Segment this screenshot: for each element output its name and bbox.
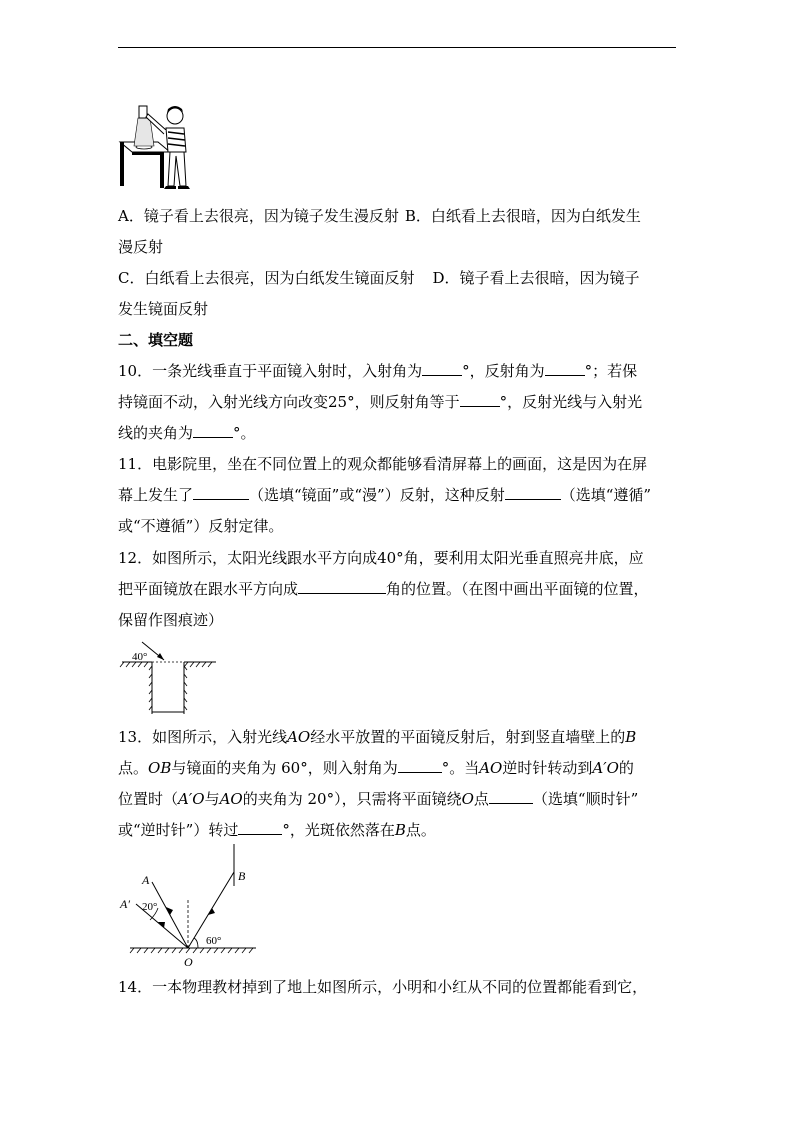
q11-text: 幕上发生了 <box>118 486 194 504</box>
q10-text: 线的夹角为 <box>118 424 194 442</box>
q13-text: AO <box>219 790 243 808</box>
q12-line-1: 12．如图所示，太阳光线跟水平方向成40°角，要利用太阳光垂直照亮井底，应 <box>118 549 644 567</box>
section-title-fill-in: 二、填空题 <box>118 331 194 349</box>
q11-text: （选填“镜面”或“漫”）反射，这种反射 <box>249 486 505 504</box>
q13-line-2 <box>118 758 678 778</box>
q10-text: °；若保 <box>584 362 638 380</box>
q9-option-d: D．镜子看上去很暗，因为镜子 <box>432 269 640 287</box>
q9-option-c: C．白纸看上去很亮，因为白纸发生镜面反射 <box>118 269 415 287</box>
q11-line-3: 或“不遵循”）反射定律。 <box>118 517 284 535</box>
label-angle-20: 20° <box>142 901 158 913</box>
q10-text: °，反射角为 <box>462 362 545 380</box>
answer-blank[interactable] <box>460 392 500 407</box>
q12-text: 把平面镜放在跟水平方向成 <box>118 580 299 598</box>
q12-text: 角的位置。（在图中画出平面镜的位置， <box>386 580 649 598</box>
answer-blank[interactable] <box>193 423 233 438</box>
flashlight-experiment-figure <box>118 100 196 192</box>
q13-text: 经水平放置的平面镜反射后，射到竖直墙壁上的 <box>310 728 626 746</box>
q9-line-3 <box>118 268 678 288</box>
answer-blank[interactable] <box>298 579 386 594</box>
q13-text: （选填“顺时针” <box>532 790 639 808</box>
q9-option-a: A．镜子看上去很亮，因为镜子发生漫反射 <box>118 207 399 225</box>
q13-text: O <box>461 790 474 808</box>
answer-blank[interactable] <box>193 485 249 500</box>
q14-line-1: 14．一本物理教材掉到了地上如图所示，小明和小红从不同的位置都能看到它， <box>118 978 648 996</box>
q13-text: 逆时针转动到 <box>502 759 593 777</box>
q13-text: B <box>394 821 406 839</box>
q10-text: °。 <box>233 424 256 442</box>
q13-line-3 <box>118 789 678 809</box>
q13-text: 位置时（ <box>118 790 179 808</box>
q13-text: AO <box>479 759 503 777</box>
q13-text: A′O <box>178 790 205 808</box>
q13-text: B <box>625 728 637 746</box>
label-angle-60: 60° <box>206 935 222 947</box>
label-b: B <box>238 869 246 883</box>
q13-text: 与镜面的夹角为 60°，则入射角为 <box>171 759 398 777</box>
q13-text: 与 <box>204 790 220 808</box>
answer-blank[interactable] <box>238 820 282 835</box>
q13-text: 点。 <box>405 821 436 839</box>
q13-text: 的 <box>618 759 634 777</box>
q9-option-b: B．白纸看上去很暗，因为白纸发生 <box>404 207 641 225</box>
q13-text: 的夹角为 20°），只需将平面镜绕 <box>242 790 462 808</box>
q13-text: 或“逆时针”）转过 <box>118 821 239 839</box>
q10-line-1 <box>118 361 678 381</box>
q10-text: 持镜面不动，入射光线方向改变25°，则反射角等于 <box>118 393 460 411</box>
q13-text: AO <box>287 728 311 746</box>
q9-line-1 <box>118 206 678 226</box>
q13-text: 点 <box>473 790 489 808</box>
q11-line-2 <box>118 485 678 505</box>
q9-option-d-continued: 发生镜面反射 <box>118 300 209 318</box>
header-rule <box>118 47 676 48</box>
q13-text: OB <box>148 759 172 777</box>
mirror-reflection-figure <box>118 842 258 972</box>
q13-line-4 <box>118 820 678 840</box>
q12-line-2 <box>118 579 678 599</box>
well-sunlight-figure <box>118 640 218 718</box>
q10-line-2 <box>118 392 678 412</box>
answer-blank[interactable] <box>489 789 533 804</box>
q9-option-b-continued: 漫反射 <box>118 238 164 256</box>
label-o: O <box>184 955 193 969</box>
q10-text: 10．一条光线垂直于平面镜入射时，入射角为 <box>118 362 423 380</box>
q13-text: 点。 <box>118 759 149 777</box>
q10-line-3 <box>118 423 678 443</box>
q13-line-1 <box>118 727 678 747</box>
answer-blank[interactable] <box>545 361 585 376</box>
label-a: A <box>142 873 150 887</box>
q13-text: 13．如图所示，入射光线 <box>118 728 288 746</box>
answer-blank[interactable] <box>422 361 462 376</box>
label-a-prime: A′ <box>120 897 130 911</box>
q13-text: °。当 <box>441 759 480 777</box>
answer-blank[interactable] <box>505 485 561 500</box>
angle-label: 40° <box>132 651 148 663</box>
q12-line-3: 保留作图痕迹） <box>118 611 224 629</box>
q11-text: （选填“遵循” <box>560 486 652 504</box>
answer-blank[interactable] <box>398 758 442 773</box>
q13-text: A′O <box>592 759 619 777</box>
q11-line-1: 11．电影院里，坐在不同位置上的观众都能够看清屏幕上的画面，这是因为在屏 <box>118 455 648 473</box>
q10-text: °，反射光线与入射光 <box>499 393 643 411</box>
q13-text: °，光斑依然落在 <box>282 821 395 839</box>
